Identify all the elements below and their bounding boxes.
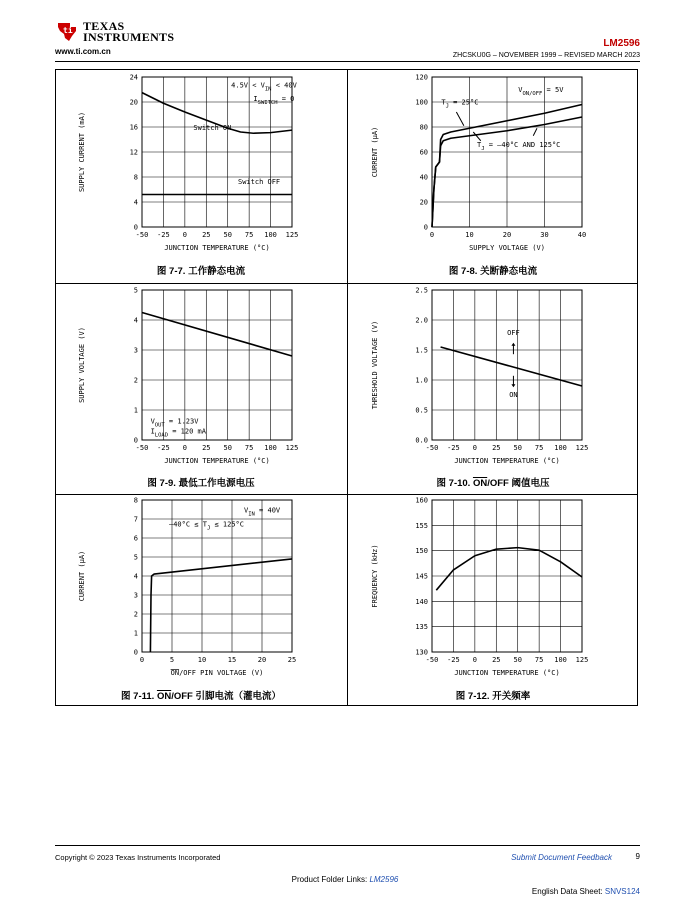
y-tick-label: 120 [415, 73, 428, 82]
caption-prefix: 图 7-10. [436, 478, 473, 489]
x-tick-label: 10 [465, 231, 474, 239]
x-tick-label: 0 [429, 231, 435, 239]
brand-line-2: INSTRUMENTS [83, 30, 175, 44]
x-tick-label: 125 [575, 444, 589, 452]
x-tick-label: 125 [285, 231, 299, 239]
header-rule [55, 61, 640, 62]
y-axis-label: THRESHOLD VOLTAGE (V) [371, 320, 379, 410]
y-tick-label: 8 [133, 496, 138, 505]
y-tick-label: 0.0 [415, 436, 428, 445]
x-tick-label: 40 [577, 231, 587, 239]
x-tick-label: 25 [287, 656, 297, 664]
x-tick-label: 0 [139, 656, 145, 664]
figure-caption-7-10 [348, 475, 638, 489]
annotation-switch-current: $I_{SWITCH} = 0$ [253, 94, 295, 106]
x-tick-label: -50 [425, 656, 439, 664]
x-tick-label: -50 [135, 444, 149, 452]
chart-shutdown-quiescent-current [348, 69, 638, 283]
x-tick-label: 100 [264, 231, 277, 239]
y-tick-label: 150 [415, 547, 428, 556]
series-line [142, 313, 292, 357]
y-tick-label: 4 [133, 572, 138, 581]
y-tick-label: 135 [415, 623, 428, 632]
x-tick-label: 5 [169, 656, 175, 664]
y-tick-label: 2 [133, 376, 138, 385]
y-tick-label: 4 [133, 316, 138, 325]
y-tick-label: 0.5 [415, 406, 428, 415]
x-tick-label: 125 [285, 444, 299, 452]
x-tick-label: -25 [157, 231, 170, 239]
x-tick-label: 75 [534, 444, 544, 452]
ti-logo-mark: ti [63, 26, 73, 35]
x-tick-label: 0 [182, 444, 187, 452]
caption-suffix: /OFF 引脚电流（灌电流） [171, 691, 281, 702]
ti-logo-icon [55, 20, 79, 44]
annotation-onoff-voltage: $V_{ON/OFF} = 5V$ [518, 86, 564, 97]
y-tick-label: 0 [133, 436, 138, 445]
y-tick-label: 6 [133, 534, 138, 543]
x-tick-label: -25 [157, 444, 170, 452]
x-tick-label: 25 [202, 444, 211, 452]
annotation-vout: $V_{OUT} = 1.23V$ [150, 417, 199, 429]
x-tick-label: 100 [264, 444, 277, 452]
series-line [150, 559, 292, 652]
annotation-vin: $V_{IN} = 40V$ [244, 506, 281, 518]
y-tick-label: 3 [133, 346, 138, 355]
annotation-iload: $I_{LOAD} = 120$ mA [150, 427, 206, 439]
annotation-switch-off: Switch OFF [238, 177, 281, 186]
annotation-input-range: $4.5V < V_{IN} < 40V$ [231, 81, 297, 93]
website-link[interactable]: www.ti.com.cn [55, 47, 111, 56]
x-axis-label: JUNCTION TEMPERATURE (°C) [454, 457, 560, 465]
x-axis-label: JUNCTION TEMPERATURE (°C) [164, 244, 270, 252]
caption-suffix: /OFF 阈值电压 [487, 478, 550, 489]
chart-minimum-supply-voltage [55, 284, 347, 494]
arrowhead-up-icon [511, 343, 515, 346]
y-tick-label: 80 [419, 123, 428, 132]
y-tick-label: 160 [415, 496, 428, 505]
y-tick-label: 1 [133, 629, 138, 638]
y-tick-label: 140 [415, 597, 428, 606]
x-tick-label: 0 [182, 231, 187, 239]
x-tick-label: 100 [554, 656, 567, 664]
y-tick-label: 20 [419, 198, 428, 207]
y-tick-label: 1 [133, 406, 138, 415]
x-tick-label: -50 [425, 444, 439, 452]
x-axis-label: JUNCTION TEMPERATURE (°C) [454, 669, 560, 677]
x-tick-label: 50 [223, 231, 232, 239]
annotation-off: OFF [507, 329, 520, 337]
part-number[interactable]: LM2596 [603, 38, 640, 49]
figure-caption-7-11 [55, 688, 347, 702]
annotation-tj-25c: $T_J = 25^\circ C$ [441, 98, 479, 110]
x-axis-label: SUPPLY VOLTAGE (V) [469, 244, 545, 252]
arrowhead-down-icon [511, 384, 515, 387]
x-tick-label: 20 [257, 656, 267, 664]
y-tick-label: 24 [129, 73, 138, 82]
y-axis-label: SUPPLY CURRENT (mA) [78, 111, 86, 193]
copyright: Copyright © 2023 Texas Instruments Incorporated [55, 853, 221, 862]
submit-feedback-link[interactable]: Submit Document Feedback [511, 853, 612, 862]
y-tick-label: 60 [419, 148, 428, 157]
y-tick-label: 4 [133, 198, 138, 207]
x-tick-label: 100 [554, 444, 567, 452]
y-tick-label: 40 [419, 173, 428, 182]
page-number: 9 [635, 852, 640, 861]
y-tick-label: 0 [133, 223, 138, 232]
x-axis-label: ON/OFF PIN VOLTAGE (V) [170, 669, 264, 677]
figure-caption-7-8: 图 7-8. 关断静态电流 [448, 266, 538, 277]
x-tick-label: -25 [447, 444, 460, 452]
x-tick-label: 25 [492, 444, 501, 452]
x-tick-label: 50 [513, 656, 522, 664]
x-tick-label: 0 [472, 656, 477, 664]
annotation-arrow [456, 112, 464, 126]
y-tick-label: 1.5 [415, 346, 428, 355]
y-tick-label: 2.5 [415, 286, 428, 295]
figure-caption-7-9: 图 7-9. 最低工作电源电压 [147, 478, 255, 489]
y-tick-label: 8 [133, 173, 138, 182]
annotation-switch-on: Switch ON [193, 124, 232, 133]
chart-onoff-pin-current [55, 495, 347, 706]
chart-onoff-threshold-voltage [348, 284, 638, 494]
annotation-tj-extremes: $T_J = -40^\circ C$ AND 125°C [477, 141, 561, 152]
y-axis-label: SUPPLY VOLTAGE (V) [78, 327, 86, 403]
x-tick-label: 30 [540, 231, 549, 239]
series-line [436, 548, 582, 591]
annotation-arrow [533, 128, 537, 136]
caption-overline: $\overline{ON}$ [156, 691, 172, 702]
footer-rule [55, 845, 640, 846]
brand-line-1: TEXAS [83, 19, 125, 33]
product-folder-link[interactable]: LM2596 [369, 875, 399, 884]
x-tick-label: 25 [202, 231, 211, 239]
annotation-on: ON [509, 390, 518, 399]
y-tick-label: 145 [415, 572, 428, 581]
figure-caption-7-12: 图 7-12. 开关频率 [455, 691, 531, 702]
x-tick-label: 20 [502, 231, 512, 239]
x-tick-label: 50 [223, 444, 232, 452]
y-tick-label: 155 [415, 521, 428, 530]
y-tick-label: 5 [133, 286, 138, 295]
page-header [55, 20, 640, 62]
caption-overline: $\overline{ON}$ [472, 478, 488, 489]
y-axis-label: CURRENT (µA) [371, 126, 379, 178]
product-folder-links [0, 875, 690, 884]
y-tick-label: 7 [133, 515, 138, 524]
y-tick-label: 100 [415, 98, 428, 107]
y-tick-label: 12 [129, 148, 138, 157]
x-axis-label: JUNCTION TEMPERATURE (°C) [164, 457, 270, 465]
chart-switching-frequency [348, 495, 638, 706]
x-tick-label: 0 [472, 444, 477, 452]
english-datasheet-link[interactable]: SNVS124 [604, 887, 640, 896]
x-tick-label: 15 [227, 656, 237, 664]
brand-name [83, 21, 174, 43]
annotation-arrow [473, 132, 481, 141]
y-tick-label: 3 [133, 591, 138, 600]
y-tick-label: 2 [133, 610, 138, 619]
x-tick-label: 50 [513, 444, 522, 452]
y-tick-label: 0 [133, 648, 138, 657]
english-data-sheet [532, 887, 640, 896]
english-datasheet-label: English Data Sheet: [531, 887, 605, 896]
x-tick-label: 75 [244, 444, 254, 452]
x-tick-label: -50 [135, 231, 149, 239]
caption-prefix: 图 7-11. [121, 691, 157, 702]
y-tick-label: 1.0 [415, 376, 428, 385]
x-tick-label: 10 [197, 656, 207, 664]
y-axis-label: FREQUENCY (kHz) [371, 544, 379, 608]
y-tick-label: 0 [423, 223, 428, 232]
figure-caption-7-7: 图 7-7. 工作静态电流 [156, 266, 246, 277]
y-tick-label: 130 [415, 648, 428, 657]
y-axis-label: CURRENT (µA) [78, 550, 86, 602]
x-tick-label: 75 [534, 656, 544, 664]
y-tick-label: 2.0 [415, 316, 428, 325]
document-info: ZHCSKU0G – NOVEMBER 1999 – REVISED MARCH 2023 [452, 52, 640, 59]
x-tick-label: -25 [447, 656, 460, 664]
product-folder-label: Product Folder Links: [291, 875, 370, 884]
x-tick-label: 125 [575, 656, 589, 664]
x-tick-label: 25 [492, 656, 501, 664]
y-tick-label: 16 [129, 123, 138, 132]
chart-operating-quiescent-current [55, 69, 347, 283]
y-tick-label: 20 [129, 98, 138, 107]
annotation-temp-range: $-40^\circ C \le T_J \le 125^\circ C$ [169, 520, 244, 532]
x-tick-label: 75 [244, 231, 254, 239]
y-tick-label: 5 [133, 553, 138, 562]
